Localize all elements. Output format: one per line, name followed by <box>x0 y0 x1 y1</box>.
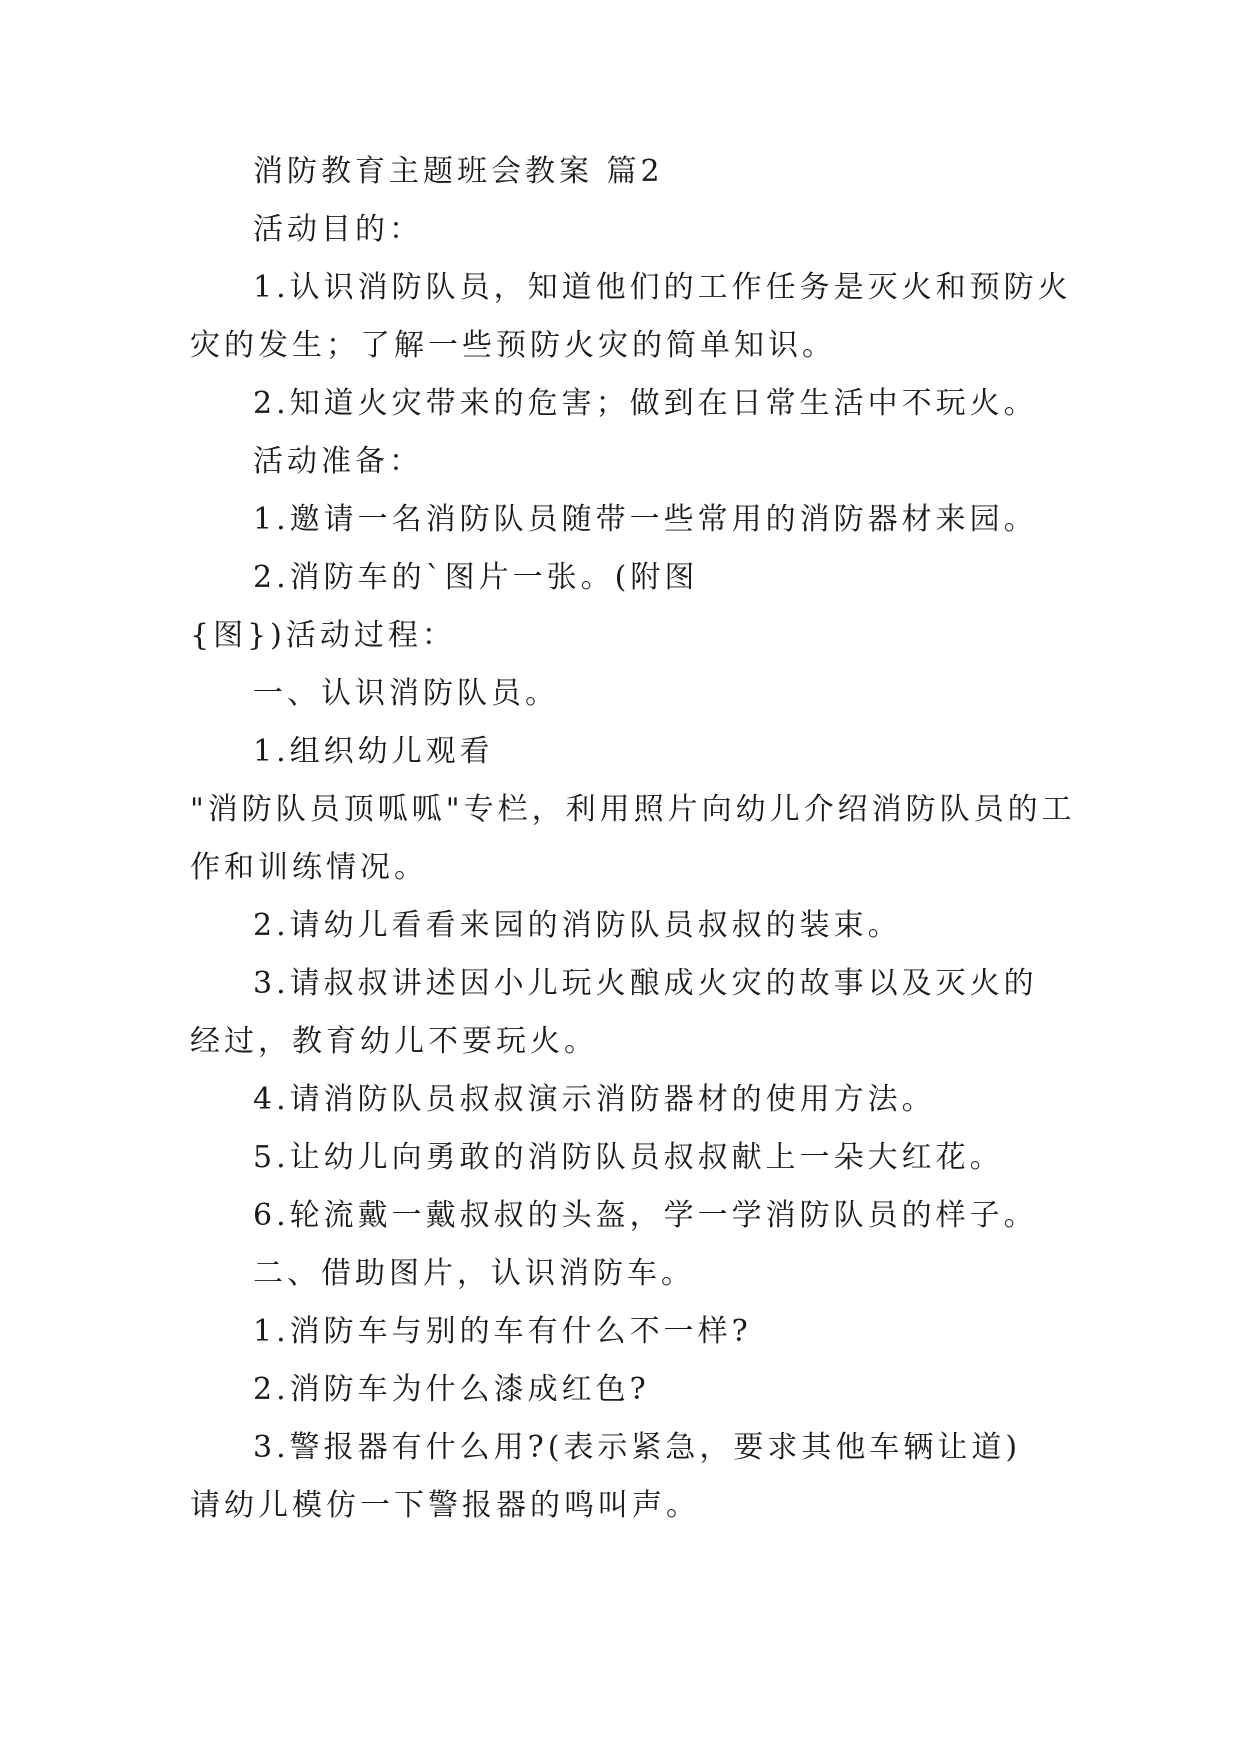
paragraph-line: 3.请叔叔讲述因小儿玩火酿成火灾的故事以及灭火的 <box>253 966 1038 1001</box>
document-title: 消防教育主题班会教案 篇2 <box>253 154 664 189</box>
paragraph-line: 4.请消防队员叔叔演示消防器材的使用方法。 <box>253 1082 936 1117</box>
paragraph-line: 1.认识消防队员，知道他们的工作任务是灭火和预防火 <box>253 270 1072 305</box>
paragraph-line: 请幼儿模仿一下警报器的鸣叫声。 <box>190 1488 700 1523</box>
paragraph-line: 1.消防车与别的车有什么不一样? <box>253 1314 752 1349</box>
paragraph-line: 1.组织幼儿观看 <box>253 734 494 769</box>
paragraph-line: 2.消防车的`图片一张。(附图 <box>253 560 699 595</box>
section-heading: 活动目的： <box>253 212 423 247</box>
paragraph-line: 作和训练情况。 <box>190 850 428 885</box>
paragraph-line: 经过，教育幼儿不要玩火。 <box>190 1024 598 1059</box>
paragraph-line: {图})活动过程： <box>190 618 456 653</box>
section-heading: 一、认识消防队员。 <box>253 676 559 711</box>
paragraph-line: "消防队员顶呱呱"专栏，利用照片向幼儿介绍消防队员的工 <box>190 792 1076 827</box>
paragraph-line: 5.让幼儿向勇敢的消防队员叔叔献上一朵大红花。 <box>253 1140 1004 1175</box>
paragraph-line: 灾的发生；了解一些预防火灾的简单知识。 <box>190 328 836 363</box>
paragraph-line: 2.消防车为什么漆成红色? <box>253 1372 650 1407</box>
section-heading: 二、借助图片，认识消防车。 <box>253 1256 695 1291</box>
paragraph-line: 2.知道火灾带来的危害；做到在日常生活中不玩火。 <box>253 386 1038 421</box>
paragraph-line: 1.邀请一名消防队员随带一些常用的消防器材来园。 <box>253 502 1038 537</box>
paragraph-line: 3.警报器有什么用?(表示紧急，要求其他车辆让道) <box>253 1430 1022 1465</box>
paragraph-line: 6.轮流戴一戴叔叔的头盔，学一学消防队员的样子。 <box>253 1198 1038 1233</box>
paragraph-line: 2.请幼儿看看来园的消防队员叔叔的装束。 <box>253 908 902 943</box>
section-heading: 活动准备： <box>253 444 423 479</box>
